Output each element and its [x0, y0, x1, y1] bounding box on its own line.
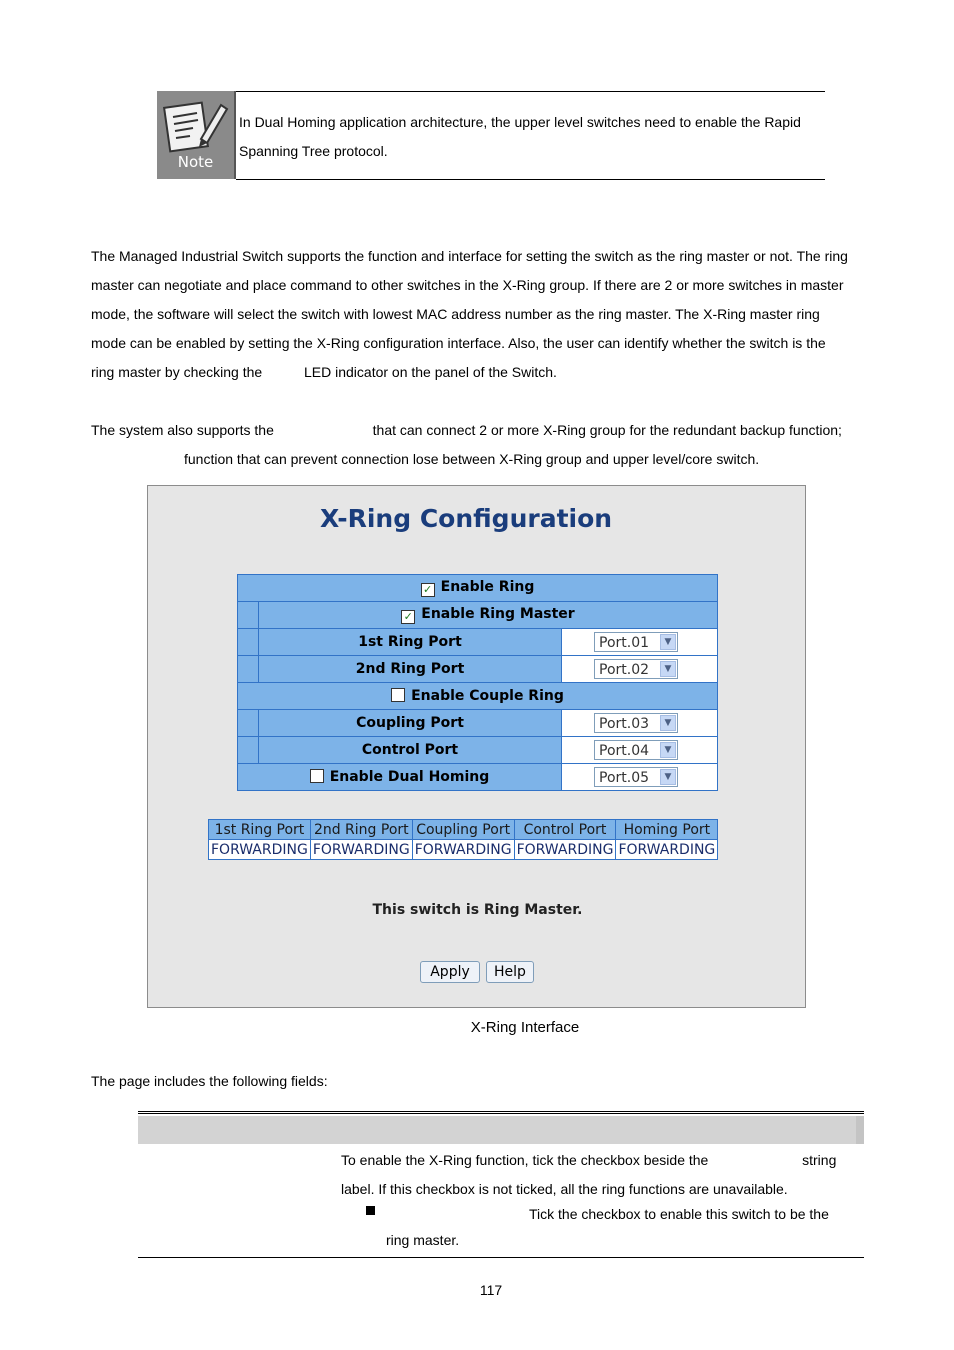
xring-config-table	[237, 574, 718, 791]
row-enable-couple-ring	[238, 683, 718, 710]
status-value: FORWARDING	[310, 840, 412, 860]
xring-screenshot	[147, 485, 806, 1008]
enable-couple-ring-label: Enable Couple Ring	[411, 688, 564, 704]
paragraph-line: mode, the software will select the switch with lowest MAC address number as the ring master. The X-Ring master ring	[91, 306, 820, 322]
paragraph-fragment: LED indicator on the panel of the Switch.	[303, 364, 557, 380]
enable-ring-cell[interactable]	[238, 575, 718, 602]
enable-couple-ring-checkbox[interactable]	[391, 688, 405, 702]
status-header: Coupling Port	[412, 820, 514, 840]
status-value: FORWARDING	[616, 840, 718, 860]
enable-dual-homing-checkbox[interactable]	[310, 769, 324, 783]
ring-master-status: This switch is Ring Master.	[372, 902, 583, 918]
status-header: Control Port	[514, 820, 616, 840]
table-header	[138, 1116, 864, 1144]
note-text	[239, 108, 829, 166]
status-header: 1st Ring Port	[209, 820, 311, 840]
xring-title: X-Ring Configuration	[320, 504, 613, 533]
table-bottom-rule	[138, 1257, 864, 1258]
description-line	[341, 1146, 851, 1175]
ring-port-1-select[interactable]	[594, 632, 678, 652]
paragraph-line: mode can be enabled by setting the X-Ring configuration interface. Also, the user can identify whether the switch is the	[91, 335, 826, 351]
chevron-down-icon[interactable]: ▼	[660, 769, 676, 785]
chevron-down-icon[interactable]: ▼	[660, 634, 676, 650]
ring-port-2-select[interactable]	[594, 659, 678, 679]
paragraph-fragment: The system also supports the	[91, 422, 274, 438]
control-port-select[interactable]	[594, 740, 678, 760]
apply-button[interactable]: Apply	[420, 961, 480, 983]
enable-ring-master-label: Enable Ring Master	[421, 606, 575, 622]
ring-port-2-label: 2nd Ring Port	[259, 656, 562, 683]
control-port-value: Port.04	[599, 743, 650, 759]
enable-dual-homing-label: Enable Dual Homing	[329, 769, 490, 785]
row-coupling-port	[238, 710, 718, 737]
enable-ring-master-checkbox[interactable]: ✓	[401, 610, 415, 624]
indent-cell	[238, 656, 259, 683]
note-line: In Dual Homing application architecture, the upper level switches need to enable the Rapid	[239, 114, 801, 130]
chevron-down-icon[interactable]: ▼	[660, 715, 676, 731]
indent-cell	[238, 602, 259, 629]
indent-cell	[238, 710, 259, 737]
row-ring-port-2	[238, 656, 718, 683]
enable-ring-master-cell[interactable]	[259, 602, 718, 629]
indent-cell	[238, 737, 259, 764]
status-value: FORWARDING	[412, 840, 514, 860]
paragraph-couple-ring	[91, 416, 866, 474]
enable-ring-label: Enable Ring	[440, 579, 535, 595]
paragraph-fragment: function that can prevent connection lose between X-Ring group and upper level/core switch.	[184, 451, 760, 467]
ring-port-1-label: 1st Ring Port	[259, 629, 562, 656]
field-description	[341, 1146, 851, 1204]
row-ring-port-1	[238, 629, 718, 656]
table-header-edge	[856, 1116, 864, 1144]
note-bottom-rule	[236, 179, 825, 180]
ring-port-1-cell	[562, 629, 718, 656]
status-value: FORWARDING	[209, 840, 311, 860]
description-fragment: string	[802, 1152, 837, 1168]
paragraph-line: master can negotiate and place command to other switches in the X-Ring group. If there are 2 or more switches in master	[91, 277, 844, 293]
homing-port-cell	[562, 764, 718, 791]
chevron-down-icon[interactable]: ▼	[660, 661, 676, 677]
status-header: Homing Port	[616, 820, 718, 840]
row-enable-ring	[238, 575, 718, 602]
note-top-rule	[236, 91, 825, 92]
control-port-cell	[562, 737, 718, 764]
chevron-down-icon[interactable]: ▼	[660, 742, 676, 758]
row-enable-dual-homing	[238, 764, 718, 791]
ring-port-1-value: Port.01	[599, 635, 650, 651]
paragraph-line	[91, 416, 866, 445]
description-line: label. If this checkbox is not ticked, all the ring functions are unavailable.	[341, 1181, 788, 1197]
enable-ring-checkbox[interactable]: ✓	[421, 583, 435, 597]
coupling-port-value: Port.03	[599, 716, 650, 732]
row-enable-ring-master	[238, 602, 718, 629]
description-fragment: To enable the X-Ring function, tick the checkbox beside the	[341, 1152, 709, 1168]
table-top-rule	[138, 1111, 864, 1114]
homing-port-value: Port.05	[599, 770, 650, 786]
control-port-label: Control Port	[259, 737, 562, 764]
paragraph-ring-master	[91, 242, 866, 387]
figure-caption: X-Ring Interface	[470, 1019, 580, 1036]
note-line: Spanning Tree protocol.	[239, 143, 388, 159]
status-value-row	[209, 840, 718, 860]
paragraph-line	[91, 358, 866, 387]
bullet-square-icon	[366, 1206, 375, 1215]
note-icon	[157, 91, 236, 179]
homing-port-select[interactable]	[594, 767, 678, 787]
ring-port-2-value: Port.02	[599, 662, 650, 678]
coupling-port-select[interactable]	[594, 713, 678, 733]
enable-couple-ring-cell[interactable]	[238, 683, 718, 710]
paragraph-line	[91, 445, 866, 474]
status-value: FORWARDING	[514, 840, 616, 860]
paragraph-fragment: that can connect 2 or more X-Ring group for the redundant backup function;	[372, 422, 842, 438]
fields-intro: The page includes the following fields:	[91, 1073, 328, 1089]
sub-description: ring master.	[386, 1232, 460, 1248]
row-control-port	[238, 737, 718, 764]
ring-port-2-cell	[562, 656, 718, 683]
coupling-port-cell	[562, 710, 718, 737]
enable-dual-homing-cell[interactable]	[238, 764, 562, 791]
paragraph-fragment: ring master by checking the	[91, 364, 263, 380]
note-icon-label: Note	[177, 153, 214, 171]
sub-description: Tick the checkbox to enable this switch to be the	[529, 1206, 829, 1222]
paragraph-line: The Managed Industrial Switch supports the function and interface for setting the switch as the ring master or not. The ring	[91, 248, 848, 264]
indent-cell	[238, 629, 259, 656]
port-status-table	[208, 819, 718, 860]
page-number: 117	[479, 1282, 503, 1298]
status-header-row	[209, 820, 718, 840]
help-button[interactable]: Help	[486, 961, 534, 983]
coupling-port-label: Coupling Port	[259, 710, 562, 737]
status-header: 2nd Ring Port	[310, 820, 412, 840]
